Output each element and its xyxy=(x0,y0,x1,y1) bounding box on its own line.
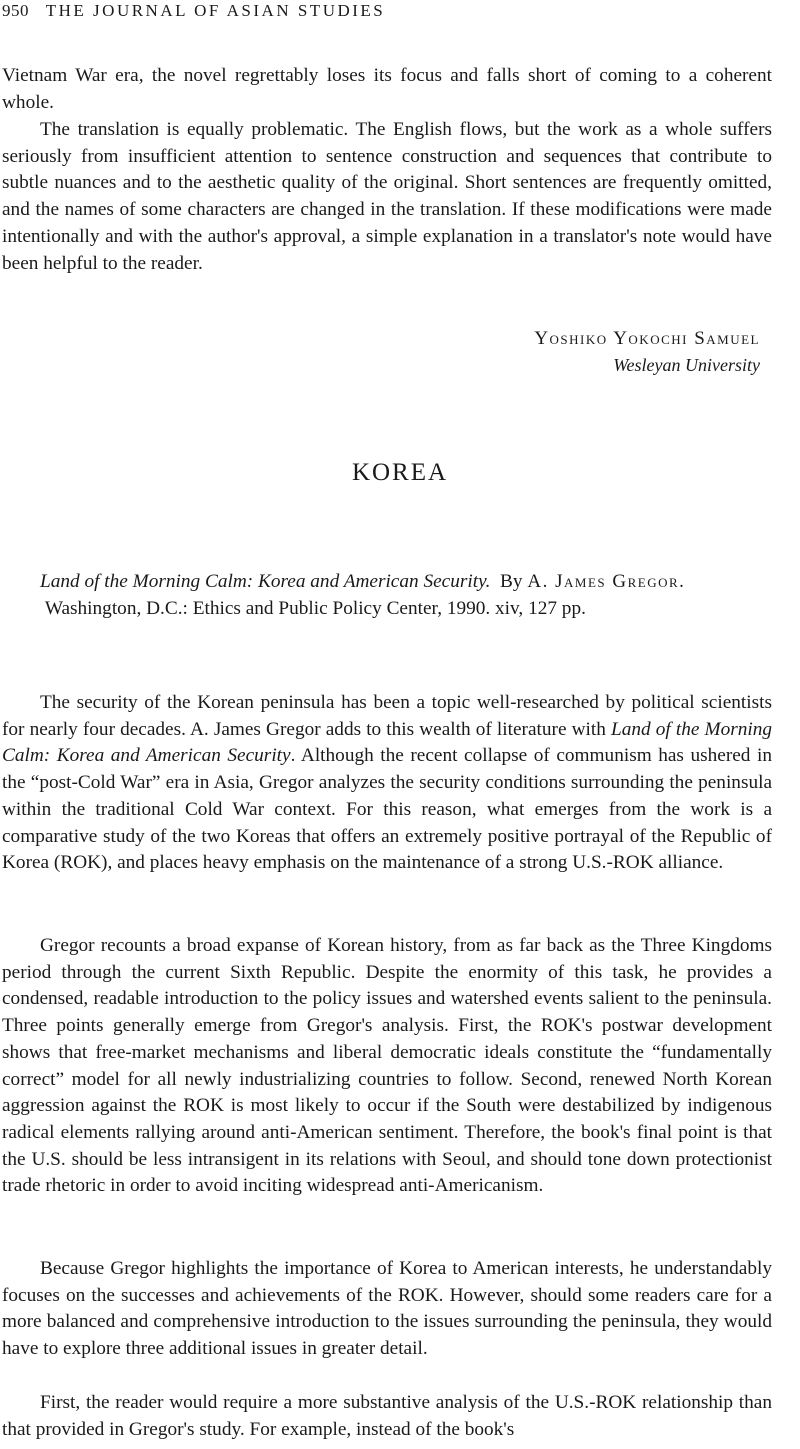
review-paragraph-3: Because Gregor highlights the importance of Korea to American interests, he understandably focuses on the successes and achievements of the ROK. However, should some readers care for a more balanced and comprehensive introduction to the issues surrounding the peninsula, they would have to explore three additional issues in greater detail. xyxy=(2,1258,772,1360)
review-text: . Although the recent collapse of communism has ushered in the “post-Cold War” era in Asia, Gregor analyzes the security conditions surrounding the peninsula within the traditional Cold War context. For this reason, what emerges from the work is a comparative study of the two Koreas that offers an extremely positive portrayal of the Republic of Korea (ROK), and places heavy emphasis on the maintenance of a strong U.S.-ROK alliance. xyxy=(2,745,772,874)
reviewer-signature xyxy=(534,326,760,378)
reviewer-name: Yoshiko Yokochi Samuel xyxy=(534,328,760,349)
prev-review-closing-paragraph: Vietnam War era, the novel regrettably loses its focus and falls short of coming to a coherent whole. xyxy=(2,65,772,113)
reviewer-affiliation: Wesleyan University xyxy=(613,355,760,375)
review-paragraph-4: First, the reader would require a more substantive analysis of the U.S.-ROK relationship than that provided in Gregor's study. For example, instead of the book's xyxy=(2,1392,772,1440)
book-citation xyxy=(40,569,760,622)
prev-review-translation-paragraph: The translation is equally problematic. The English flows, but the work as a whole suffers seriously from insufficient attention to sentence construction and sequences that contribute to subtle nuances and to the aesthetic quality of the original. Short sentences are frequently omitted, and the names of some characters are changed in the translation. If these modifications were made intentionally and with the author's approval, a simple explanation in a translator's note would have been helpful to the reader. xyxy=(2,119,772,274)
review-text: The security of the Korean peninsula has been a topic well-researched by political scientists for nearly four decades. A. James Gregor adds to this wealth of literature with xyxy=(2,692,772,740)
publication-details: Washington, D.C.: Ethics and Public Policy Center, 1990. xiv, 127 pp. xyxy=(44,597,586,619)
section-heading: KOREA xyxy=(351,459,449,486)
journal-title: THE JOURNAL OF ASIAN STUDIES xyxy=(45,1,386,20)
book-author: A. James Gregor. xyxy=(527,571,686,592)
review-paragraph-2: Gregor recounts a broad expanse of Korean history, from as far back as the Three Kingdoms period through the current Sixth Republic. Despite the enormity of this task, he provides a condensed, readable introduction to the policy issues and watershed events salient to the peninsula. Three points generally emerge from Gregor's analysis. First, the ROK's postwar development shows that free-market mechanisms and liberal democratic ideals constitute the “fundamentally correct” model for all newly industrializing countries to follow. Second, renewed North Korean aggression against the ROK is most likely to occur if the South were destabilized by indigenous radical elements rallying around anti-American sentiment. Therefore, the book's final point is that the U.S. should be less intransigent in its relations with Seoul, and should tone down protectionist trade rhetoric in order to avoid inciting widespread anti-Americanism. xyxy=(2,935,772,1197)
running-header xyxy=(2,0,385,24)
citation-by: By xyxy=(500,571,523,592)
book-title: Land of the Morning Calm: Korea and American Security. xyxy=(40,571,491,592)
page-number: 950 xyxy=(2,1,29,20)
book-title-inline: Land of the Morning Calm: Korea and American Security xyxy=(2,718,772,767)
review-paragraph-1 xyxy=(2,690,772,877)
